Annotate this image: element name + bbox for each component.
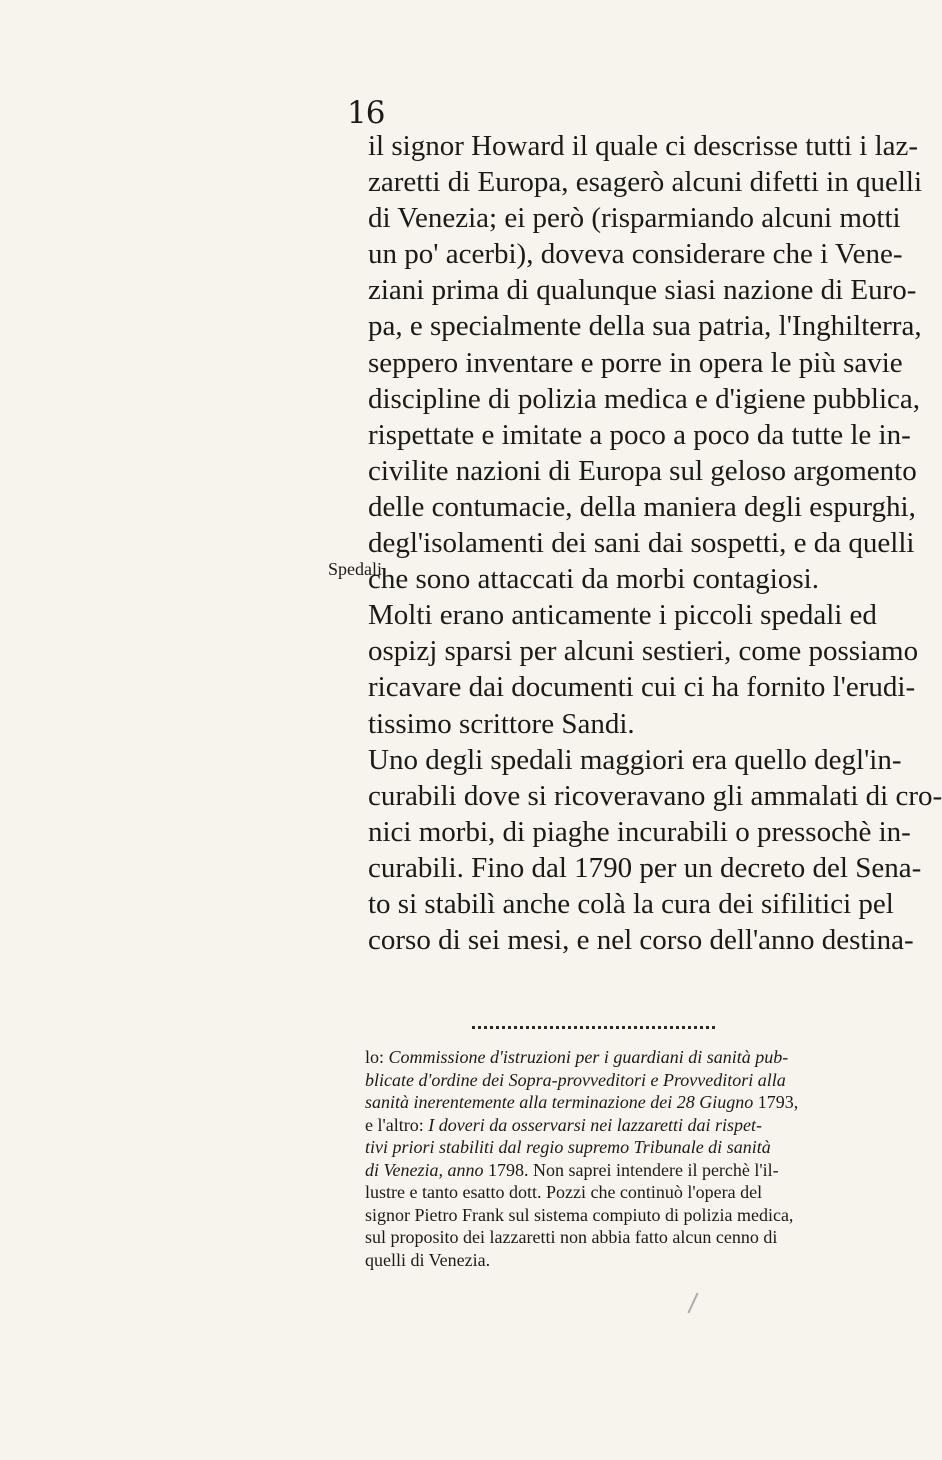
footnote-title: Commissione d'istruzioni per i guardiani di sanità pub- [388, 1047, 789, 1067]
text-line: delle contumacie, della maniera degli espurghi, [368, 490, 916, 523]
text-line: to si stabilì anche colà la cura dei sifilitici pel [368, 887, 894, 920]
main-text [368, 128, 942, 958]
footnote-line [365, 1114, 763, 1137]
footnote-line: signor Pietro Frank sul sistema compiuto di polizia medica, [365, 1204, 794, 1225]
text-line: civilite nazioni di Europa sul geloso argomento [368, 454, 917, 487]
text-line: un po' acerbi), doveva considerare che i Vene- [368, 238, 903, 271]
footnote-text: lo: [365, 1047, 389, 1067]
footnote-text: e l'altro: [365, 1114, 429, 1135]
text-line: curabili. Fino dal 1790 per un decreto del Sena- [368, 851, 922, 884]
text-line: di Venezia; ei però (risparmiando alcuni motti [368, 202, 901, 235]
footnote-title: I doveri da osservarsi nei lazzaretti dai rispet- [428, 1114, 763, 1135]
footnote-line [365, 1136, 771, 1159]
text-line: che sono attaccati da morbi contagiosi. [368, 563, 819, 596]
footnote-line: quelli di Venezia. [365, 1249, 491, 1270]
text-line: Molti erano anticamente i piccoli spedali ed [368, 599, 877, 632]
text-line: discipline di polizia medica e d'igiene pubblica, [368, 382, 921, 415]
text-line: Uno degli spedali maggiori era quello degl'in- [368, 743, 902, 776]
page-number: 16 [347, 95, 385, 131]
marginal-note-spedali: Spedali. [328, 559, 387, 579]
footnote-line [365, 1069, 786, 1092]
footnote-separator [472, 1026, 715, 1029]
stray-ink-mark [687, 1293, 698, 1314]
text-line: tissimo scrittore Sandi. [368, 707, 635, 740]
text-line: pa, e specialmente della sua patria, l'Inghilterra, [368, 310, 922, 343]
footnote-line [365, 1159, 779, 1182]
footnote-line: lustre e tanto esatto dott. Pozzi che continuò l'opera del [365, 1182, 763, 1202]
footnote-title: blicate d'ordine dei Sopra-provveditori e Provveditori alla [365, 1069, 786, 1090]
footnote-title: di Venezia, anno [365, 1159, 484, 1180]
text-line: zaretti di Europa, esagerò alcuni difetti in quelli [368, 166, 923, 199]
footnote-title: tivi priori stabiliti dal regio supremo Tribunale di sanità [365, 1137, 771, 1157]
text-line: il signor Howard il quale ci descrisse tutti i laz- [368, 130, 919, 162]
text-line: nici morbi, di piaghe incurabili o pressochè in- [368, 815, 911, 848]
text-line: ricavare dai documenti cui ci ha fornito l'erudi- [368, 671, 916, 704]
text-line: curabili dove si ricoveravano gli ammalati di cro- [368, 779, 942, 812]
footnote-title: sanità inerentemente alla terminazione dei 28 Giugno [365, 1092, 754, 1112]
footnote-line [365, 1046, 789, 1069]
footnote-line [365, 1091, 799, 1114]
footnote-line: sul proposito dei lazzaretti non abbia fatto alcun cenno di [365, 1227, 778, 1247]
footnote [365, 1046, 799, 1271]
text-line: ziani prima di qualunque siasi nazione di Euro- [368, 274, 917, 307]
text-line: rispettate e imitate a poco a poco da tutte le in- [368, 418, 911, 451]
footnote-text: 1798. Non saprei intendere il perchè l'il- [483, 1159, 779, 1180]
text-line: corso di sei mesi, e nel corso dell'anno destina- [368, 924, 914, 957]
text-line: ospizj sparsi per alcuni sestieri, come possiamo [368, 635, 919, 668]
footnote-text: 1793, [753, 1092, 799, 1112]
text-line: seppero inventare e porre in opera le più savie [368, 346, 903, 379]
text-line: degl'isolamenti dei sani dai sospetti, e da quelli [368, 527, 915, 560]
